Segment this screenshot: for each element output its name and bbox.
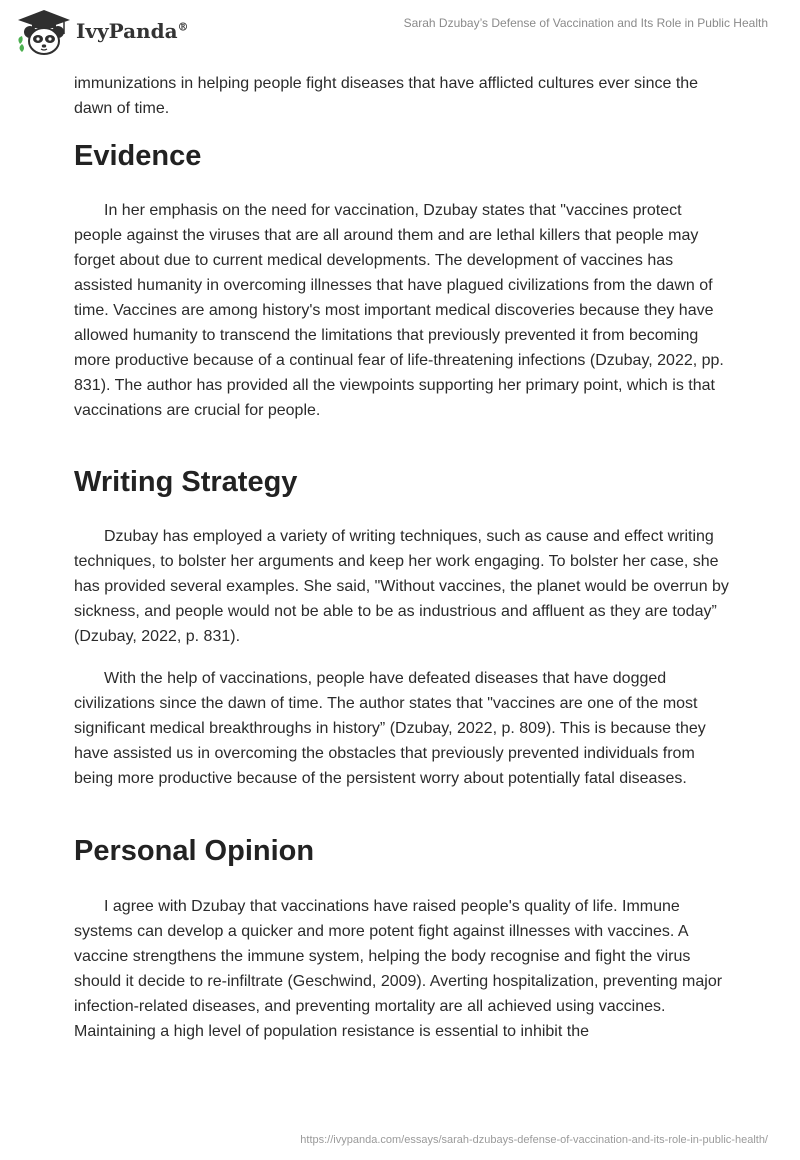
evidence-paragraph [74,198,734,423]
running-title: Sarah Dzubay’s Defense of Vaccination and Its Role in Public Health [403,16,768,30]
intro-paragraph [74,71,734,121]
trademark-symbol: ® [177,20,189,34]
section-heading-personal-opinion: Personal Opinion [74,835,315,867]
brand-name: IvyPanda® [76,19,189,43]
paragraph-text: Dzubay has employed a variety of writing techniques, such as cause and effect writing techniques, to bolster her arguments and keep her work engaging. To bolster her case, she has provided several examples. She said, "Without vaccines, the planet would be overrun by sickness, and people would not be able to be as industrious and affluent as they are today” (Dzubay, 2022, p. 831). [74,528,729,645]
personal-opinion-paragraph [74,894,734,1044]
paragraph-text: immunizations in helping people fight diseases that have afflicted cultures ever since the dawn of time. [74,75,699,117]
panda-graduate-icon [14,8,74,58]
section-heading-writing-strategy: Writing Strategy [74,466,298,498]
paragraph-text: With the help of vaccinations, people have defeated diseases that have dogged civilizations since the dawn of time. The author states that "vaccines are one of the most significant medical breakthroughs in history” (Dzubay, 2022, p. 809). This is because they have assisted us in overcoming the obstacles that previously prevented individuals from being more productive because of the persistent worry about potentially fatal diseases. [74,670,706,787]
paragraph-text: In her emphasis on the need for vaccination, Dzubay states that "vaccines protect people against the viruses that are all around them and are lethal killers that people may forget about due to current medical developments. The development of vaccines has assisted humanity in overcoming illnesses that have plagued civilizations from the dawn of time. Vaccines are among history's most important medical discoveries because they have allowed humanity to transcend the limitations that previously prevented it from becoming more productive because of a continual fear of life-threatening infections (Dzubay, 2022, pp. 831). The author has provided all the viewpoints supporting her primary point, which is that vaccinations are crucial for people. [74,202,724,419]
writing-strategy-paragraph-1 [74,524,734,649]
section-heading-evidence: Evidence [74,140,202,172]
ivypanda-logo[interactable] [14,8,214,58]
writing-strategy-paragraph-2 [74,666,734,791]
paragraph-text: I agree with Dzubay that vaccinations have raised people's quality of life. Immune systems can develop a quicker and more potent fight against illnesses with vaccines. A vaccine strengthens the immune system, helping the body recognise and fight the virus should it decide to re-infiltrate (Geschwind, 2009). Averting hospitalization, preventing major infection-related diseases, and preventing mortality are all achieved using vaccines. Maintaining a high level of population resistance is essential to inhibit the [74,898,723,1040]
source-url-link[interactable]: https://ivypanda.com/essays/sarah-dzubays-defense-of-vaccination-and-its-role-in-public-health/ [300,1134,768,1146]
